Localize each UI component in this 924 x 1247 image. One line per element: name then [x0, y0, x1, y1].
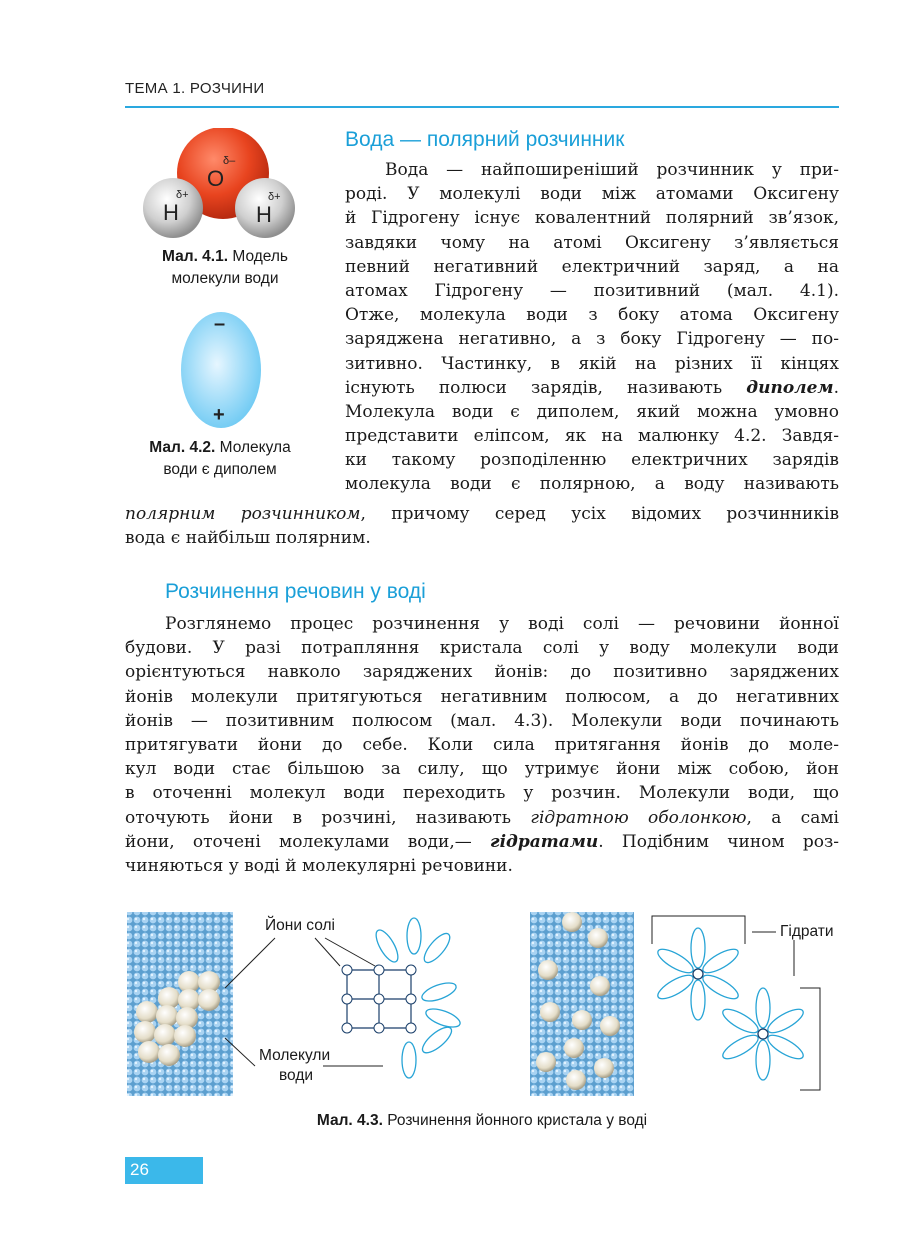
text-line: чиняються у воді й молекулярні речовини. [125, 855, 513, 876]
ion-crystal-in-water-diagram [125, 908, 465, 1098]
text-line: існують полюси зарядів, називають диполем. [345, 377, 839, 398]
figure-4-1-caption: Мал. 4.1. Модель молекули води [162, 248, 288, 287]
oxygen-label: O [207, 166, 225, 191]
section-heading-polar-solvent: Вода — полярний розчинник [345, 128, 625, 151]
hydrogen-left-charge: δ+ [176, 189, 189, 201]
text-line: Отже, молекула води з боку атома Оксигену [345, 305, 839, 326]
text-line: завдяки чому на атомі Оксигену з’являється [345, 232, 839, 253]
label-hydrates: Гідрати [780, 923, 834, 940]
text-line: певний негативний електричний заряд, а на [345, 256, 839, 277]
water-molecule-model [140, 128, 310, 238]
section2-paragraph [125, 612, 839, 878]
section1-paragraph [345, 158, 839, 497]
label-water-molecules-2: води [279, 1067, 314, 1084]
text-line: полярним розчинником, причому серед усіх відомих розчинників [125, 504, 840, 524]
header-rule [125, 106, 839, 108]
page-number: 26 [130, 1160, 149, 1179]
dipole-plus: + [213, 404, 225, 426]
text-line: Вода — найпоширеніший розчинник у при- [385, 160, 839, 180]
text-line: молекула води є полярною, а воду називають [345, 474, 839, 495]
term-dipole: диполем [746, 377, 834, 398]
dipole-minus: – [214, 313, 226, 335]
text-line: кул води стає більшою за силу, що утримує йони між собою, йон [125, 759, 839, 780]
text-line: будови. У разі потрапляння кристала солі у воду молекули води [125, 638, 839, 659]
figure-4-2-caption: Мал. 4.2. Молекула води є диполем [149, 439, 291, 478]
dipole-ellipse [178, 310, 264, 430]
text-line: й Гідрогену існує ковалентний полярний зв’язок, [345, 208, 839, 229]
text-line: вода є найбільш полярним. [125, 528, 371, 549]
label-water-molecules-1: Молекули [259, 1047, 331, 1064]
figure-4-3-caption: Мал. 4.3. Розчинення йонного кристала у воді [316, 1112, 648, 1129]
term-hydrates: гідратами [490, 831, 599, 852]
section-heading-dissolution: Розчинення речовин у воді [165, 580, 426, 603]
term-polar-solvent: полярним розчинником [125, 504, 361, 524]
text-line: йони, оточені молекулами води,— гідратами. Подібним чином роз- [125, 831, 839, 852]
hydrogen-right-label: H [256, 202, 272, 227]
hydrogen-right-charge: δ+ [268, 191, 281, 203]
label-salt-ions: Йони солі [265, 917, 335, 934]
text-line: роді. У молекулі води між атомами Оксигену [345, 184, 839, 205]
text-line: в оточенні молекул води переходить у розчин. Молекули води, що [125, 783, 839, 804]
text-line: атомах Гідрогену — позитивний (мал. 4.1). [345, 280, 839, 301]
text-line: Молекула води є диполем, який можна умовно [345, 401, 839, 422]
text-line: орієнтуються навколо заряджених йонів: до позитивно заряджених [125, 662, 839, 683]
hydrogen-left-label: H [163, 200, 179, 225]
text-line: зитивно. Частинку, в якій на різних її кінцях [345, 353, 839, 374]
section1-paragraph-end [125, 502, 839, 550]
text-line: ки такому розподіленню електричних зарядів [345, 450, 839, 471]
text-line: йонів молекули притягуються негативним полюсом, а до негативних [125, 686, 839, 707]
oxygen-charge: δ– [223, 155, 236, 167]
running-header: ТЕМА 1. РОЗЧИНИ [125, 80, 265, 97]
text-line: притягувати йони до себе. Коли сила притягання йонів до моле- [125, 734, 839, 755]
text-line: оточують йони в розчині, називають гідратною оболонкою, а самі [125, 807, 839, 828]
text-line: представити еліпсом, як на малюнку 4.2. Завдя- [345, 426, 839, 447]
text-line: йонів — позитивним полюсом (мал. 4.3). Молекули води починають [125, 710, 839, 731]
hydrates-diagram [530, 908, 842, 1098]
text-line: заряджена негативно, а з боку Гідрогену — по- [345, 329, 839, 350]
text-line: Розглянемо процес розчинення у воді солі — речовини йонної [165, 614, 839, 634]
term-hydration-shell: гідратною оболонкою [530, 807, 747, 828]
